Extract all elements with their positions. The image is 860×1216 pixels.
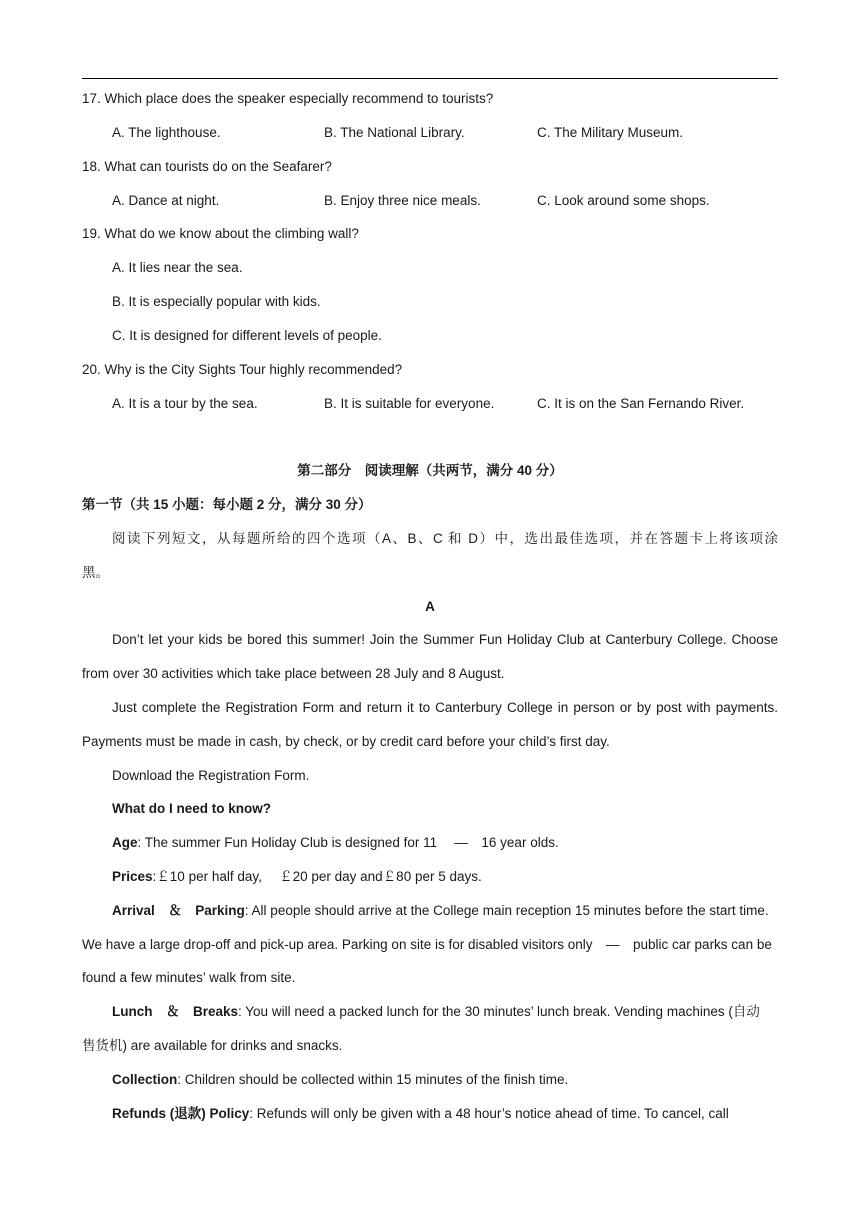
collection-item [112,1070,568,1090]
prices-label: Prices [112,869,153,884]
prices-text: :￡10 per half day, ￡20 per day and￡80 per 5 days. [152,869,482,884]
instructions-line-1: 阅读下列短文，从每题所给的四个选项（A、B、C 和 D）中，选出最佳选项，并在答题卡上将该项涂 [112,531,778,546]
q18-option-a: A. Dance at night. [112,193,220,208]
q19-option-c: C. It is designed for different levels of people. [112,328,382,343]
lunch-item [112,1002,760,1022]
q19-option-b: B. It is especially popular with kids. [112,294,321,309]
prices-item [112,867,482,887]
q17-option-a: A. The lighthouse. [112,125,221,140]
q20-option-c: C. It is on the San Fernando River. [537,396,745,411]
refunds-item [112,1104,729,1124]
passage-p2-line1: Just complete the Registration Form and return it to Canterbury College in person or by post with payments. [112,700,778,715]
question-19-stem: 19. What do we know about the climbing wall? [82,226,359,241]
lunch-line1: : You will need a packed lunch for the 30 minutes’ lunch break. Vending machines (自动 [238,1004,760,1019]
download-form-text: Download the Registration Form. [112,768,310,783]
q20-option-b: B. It is suitable for everyone. [324,396,495,411]
collection-label: Collection [112,1072,178,1087]
arrival-line3: found a few minutes’ walk from site. [82,970,296,985]
question-18-stem: 18. What can tourists do on the Seafarer? [82,159,332,174]
arrival-line1: : All people should arrive at the College main reception 15 minutes before the start time. [244,903,769,918]
passage-p1-line2: from over 30 activities which take place between 28 July and 8 August. [82,666,505,681]
know-heading: What do I need to know? [112,801,271,816]
passage-label: A [425,599,435,614]
age-text: : The summer Fun Holiday Club is designed for 11 — 16 year olds. [137,835,559,850]
arrival-label: Arrival ＆ Parking [112,903,245,918]
q17-option-c: C. The Military Museum. [537,125,684,140]
q19-option-a: A. It lies near the sea. [112,260,243,275]
question-20-stem: 20. Why is the City Sights Tour highly recommended? [82,362,403,377]
refunds-text: : Refunds will only be given with a 48 hour’s notice ahead of time. To cancel, call [249,1106,729,1121]
arrival-line2: We have a large drop-off and pick-up area. Parking on site is for disabled visitors only — public car parks can be [82,937,772,952]
q18-option-b: B. Enjoy three nice meals. [324,193,481,208]
q17-option-b: B. The National Library. [324,125,465,140]
refunds-label: Refunds (退款) Policy [112,1106,250,1121]
q18-option-c: C. Look around some shops. [537,193,710,208]
question-17-stem: 17. Which place does the speaker especially recommend to tourists? [82,91,494,106]
instructions-line-2: 黑。 [82,565,109,580]
q20-option-a: A. It is a tour by the sea. [112,396,258,411]
part2-title: 第二部分 阅读理解（共两节，满分 40 分） [297,463,563,478]
lunch-label: Lunch ＆ Breaks [112,1004,239,1019]
age-label: Age [112,835,138,850]
collection-text: : Children should be collected within 15 minutes of the finish time. [177,1072,569,1087]
header-rule [82,78,778,79]
passage-p2-line2: Payments must be made in cash, by check, or by credit card before your child’s first day. [82,734,610,749]
lunch-line2: 售货机) are available for drinks and snacks. [82,1038,343,1053]
passage-p1-line1: Don’t let your kids be bored this summer! Join the Summer Fun Holiday Club at Canterbury College. Choose [112,632,778,647]
section1-title: 第一节（共 15 小题：每小题 2 分，满分 30 分） [82,497,372,512]
age-item [112,833,559,853]
arrival-item [112,901,769,921]
